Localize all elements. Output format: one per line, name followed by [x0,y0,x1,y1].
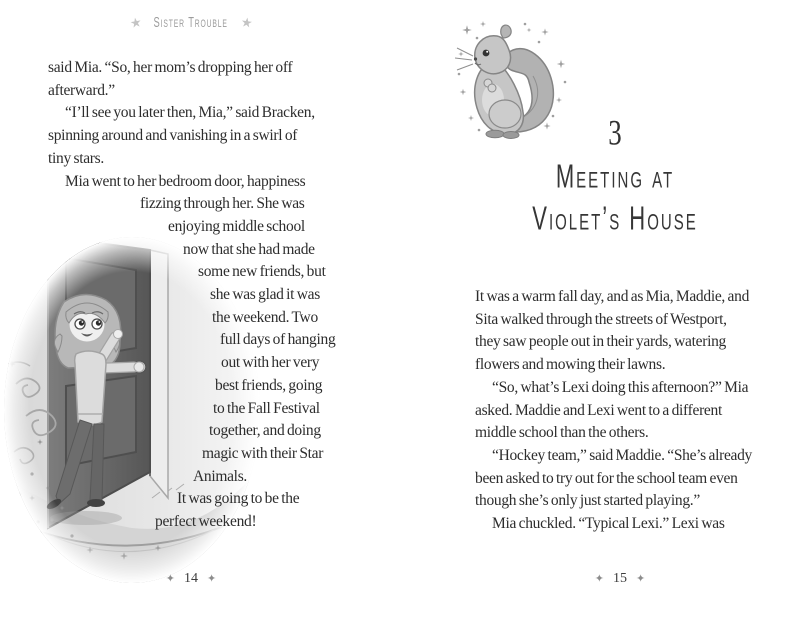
text-line: together, and doing [209,422,321,440]
text-line: she was glad it was [210,286,320,304]
text-line: flowers and mowing their lawns. [475,356,666,374]
text-line: said Mia. “So, her mom’s dropping her off [48,59,293,76]
star-icon: ★ [128,14,143,31]
sparkle-icon: ✦ [594,572,604,585]
page-number-right [475,571,765,587]
sparkle-icon: ✦ [636,572,646,585]
chapter-title-line: Meeting at [555,157,675,195]
chapter-number: 3 [608,112,622,153]
left-page-text [48,57,335,534]
text-line: It was a warm fall day, and as Mia, Maddie, and [475,288,750,305]
page-number: 14 [184,571,198,586]
text-line: “Hockey team,” said Maddie. “She’s already [492,446,753,464]
page-number: 15 [613,571,627,586]
text-line: the weekend. Two [212,308,318,326]
text-line: perfect weekend! [155,513,257,531]
right-page-text [475,286,752,536]
text-line: afterward.” [48,81,115,99]
text-line: “I’ll see you later then, Mia,” said Bracken, [65,104,315,122]
running-header [48,16,334,29]
text-line: middle school than the others. [475,424,649,442]
text-line: Animals. [193,467,247,485]
sparkle-icon: ✦ [207,572,217,585]
sparkle-icon: ✦ [165,572,175,585]
text-line: asked. Maddie and Lexi went to a different [475,401,722,419]
text-line: magic with their Star [202,444,324,462]
chapter-heading [469,112,761,237]
text-line: spinning around and vanishing in a swirl of [48,127,298,145]
text-line: “So, what’s Lexi doing this afternoon?” Mia [492,378,749,396]
text-line: It was going to be the [177,490,300,508]
star-icon: ★ [239,14,254,31]
text-line: they saw people out in their yards, watering [475,333,726,351]
text-line: tiny stars. [48,149,104,167]
text-line: full days of hanging [220,331,336,349]
chapter-title-line: Violet’s House [532,199,698,237]
text-line: though she’s only just started playing.” [475,492,700,510]
text-line: best friends, going [215,376,323,394]
text-line: out with her very [221,354,320,372]
text-line: enjoying middle school [168,217,305,235]
right-page [405,0,810,623]
text-line: to the Fall Festival [213,399,320,417]
text-line: some new friends, but [198,263,326,281]
chapter-title [469,156,761,240]
text-line: now that she had made [183,240,315,258]
text-line: been asked to try out for the school team even [475,469,738,487]
text-line: fizzing through her. She was [140,195,305,213]
text-line: Sita walked through the streets of Westport, [475,310,727,328]
running-header-title: Sister Trouble [153,14,229,31]
text-line: Mia went to her bedroom door, happiness [65,172,306,190]
text-line: Mia chuckled. “Typical Lexi.” Lexi was [492,515,725,533]
page-number-left [48,571,334,587]
